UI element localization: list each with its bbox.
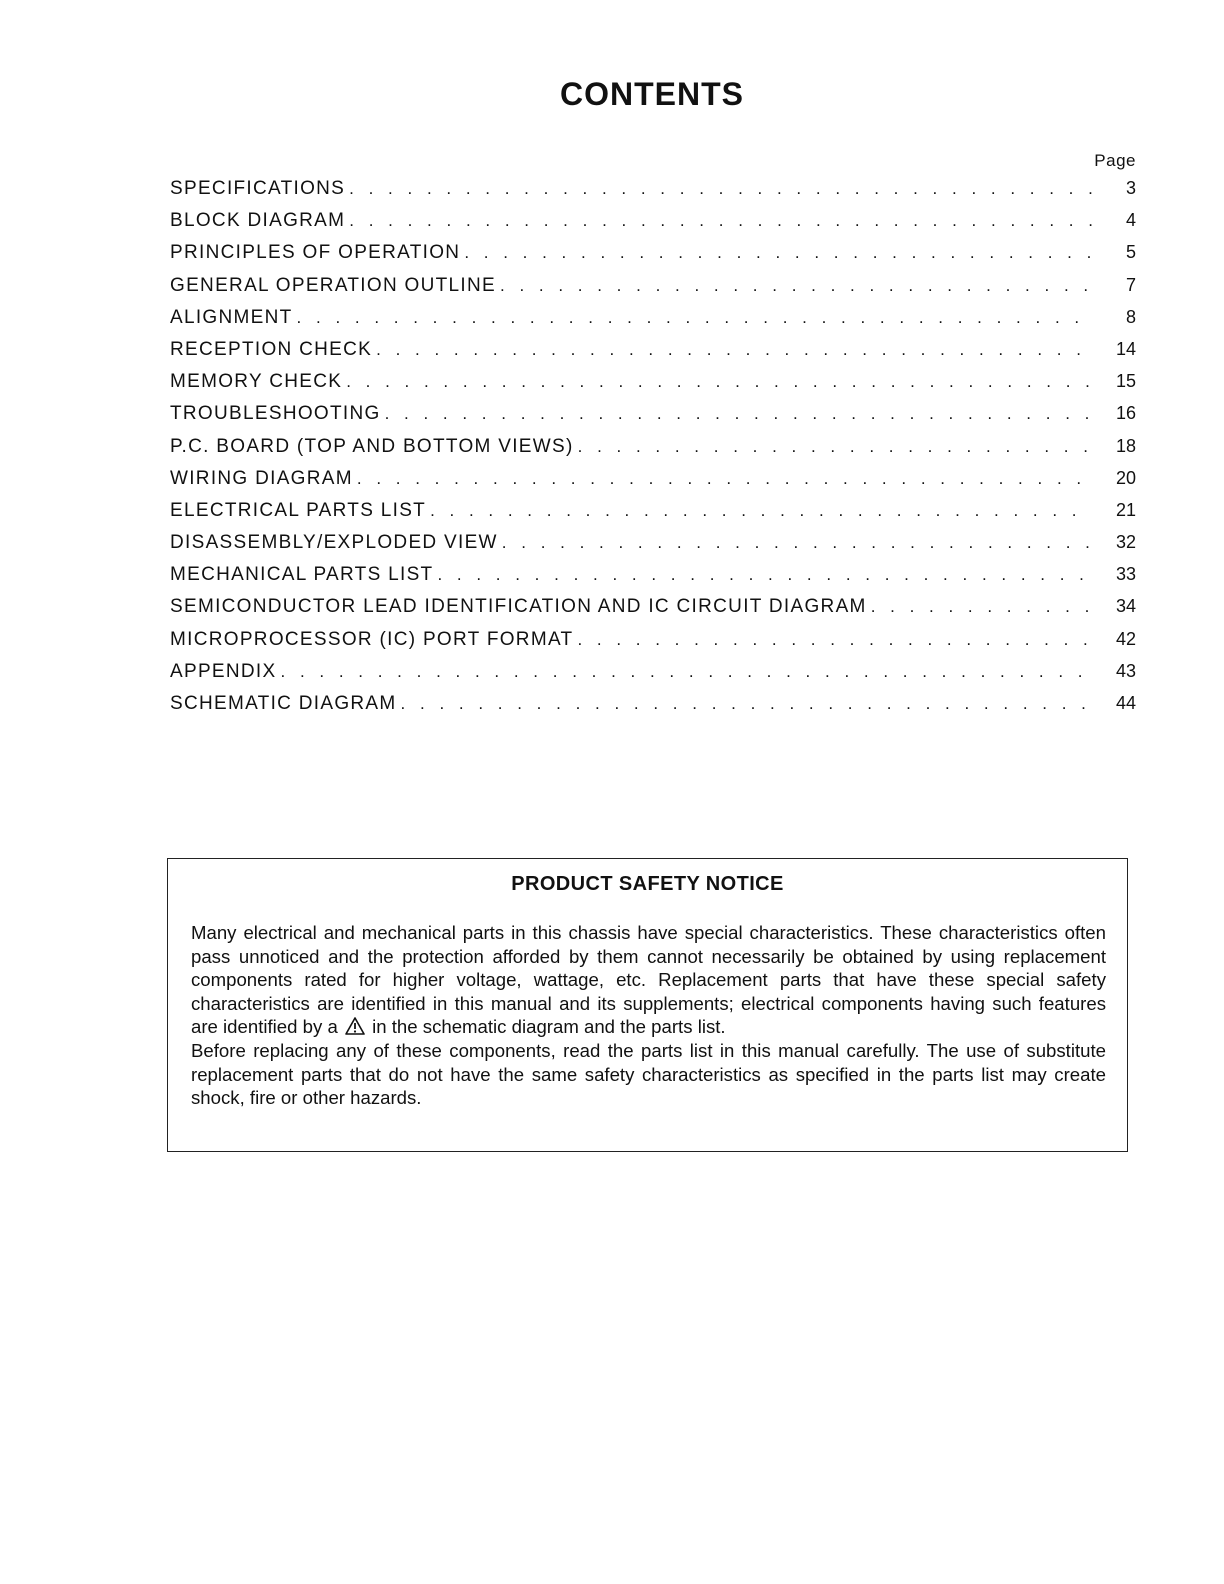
toc-dot-leader [357,469,1092,489]
toc-entry-title: MICROPROCESSOR (IC) PORT FORMAT [170,628,574,650]
toc-entry [170,178,1136,210]
toc-entry-page: 33 [1115,564,1136,585]
toc-dot-leader [297,308,1092,328]
toc-entry [170,210,1136,242]
warning-triangle-icon [345,1017,365,1035]
toc-entry [170,661,1136,693]
toc-entry-title: APPENDIX [170,660,277,682]
toc-entry [170,629,1136,661]
toc-entry-page: 34 [1115,596,1136,617]
toc-dot-leader [346,372,1092,392]
toc-dot-leader [502,533,1092,553]
toc-entry-title: WIRING DIAGRAM [170,467,353,489]
toc-entry [170,564,1136,596]
toc-entry [170,693,1136,725]
toc-dot-leader [281,662,1093,682]
toc-entry-title: SPECIFICATIONS [170,178,346,199]
toc-dot-leader [437,565,1092,585]
toc-entry [170,275,1136,307]
toc-entry-title: PRINCIPLES OF OPERATION [170,242,461,264]
toc-entry-title: SCHEMATIC DIAGRAM [170,693,397,714]
notice-body [191,921,1106,1110]
toc-entry-page: 18 [1115,435,1136,456]
toc-dot-leader [349,211,1092,231]
toc-entry [170,596,1136,628]
notice-paragraph-2: Before replacing any of these components, read the parts list in this manual carefully. The use of substitute replacement parts that do not have the same safety characteristics as specified in the parts list may create shock, fire or other hazards. [191,1039,1106,1109]
toc-list [170,178,1136,725]
toc-entry [170,436,1136,468]
toc-dot-leader [500,276,1092,296]
toc-entry-page: 21 [1115,499,1136,520]
toc-entry-page: 14 [1115,338,1136,359]
toc-dot-leader [349,179,1092,199]
notice-paragraph-1 [191,921,1106,1039]
toc-entry-page: 44 [1115,693,1136,713]
toc-entry-title: MECHANICAL PARTS LIST [170,564,434,586]
toc-entry-page: 4 [1125,210,1136,231]
toc-entry [170,468,1136,500]
toc-entry-page: 5 [1125,242,1136,263]
product-safety-notice [167,858,1128,1152]
toc-entry-page: 32 [1115,532,1136,553]
toc-entry [170,403,1136,435]
toc-entry [170,339,1136,371]
toc-dot-leader [430,501,1092,521]
toc-entry-title: BLOCK DIAGRAM [170,210,346,232]
table-of-contents [170,150,1136,725]
toc-entry-title: TROUBLESHOOTING [170,403,381,425]
toc-entry-title: MEMORY CHECK [170,371,343,393]
toc-entry-page: 15 [1115,371,1136,392]
toc-entry [170,307,1136,339]
toc-entry-page: 42 [1115,628,1136,649]
toc-entry-title: ELECTRICAL PARTS LIST [170,499,427,521]
toc-entry [170,242,1136,274]
toc-entry [170,532,1136,564]
toc-entry-page: 3 [1125,178,1136,198]
toc-entry-page: 43 [1115,660,1136,681]
toc-entry-title: P.C. BOARD (TOP AND BOTTOM VIEWS) [170,435,574,457]
toc-entry-page: 16 [1115,403,1136,424]
toc-dot-leader [385,404,1092,424]
toc-dot-leader [577,630,1092,650]
toc-entry-title: ALIGNMENT [170,306,293,328]
page-title: CONTENTS [560,76,744,112]
toc-entry-page: 20 [1115,467,1136,488]
page-column-label: Page [1094,151,1136,170]
toc-dot-leader [401,694,1092,714]
notice-title: PRODUCT SAFETY NOTICE [511,873,784,895]
toc-entry [170,371,1136,403]
toc-dot-leader [871,597,1092,617]
toc-dot-leader [464,243,1092,263]
toc-entry-page: 7 [1125,274,1136,295]
toc-entry-title: GENERAL OPERATION OUTLINE [170,274,496,296]
notice-text-before-icon: Many electrical and mechanical parts in this chassis have special characteristics. These characteristics often pass unnoticed and the protection afforded by them cannot necessarily be obtained by using replacement components rated for higher voltage, wattage, etc. Replacement parts that have these special safety characteristics are identified in this manual and its supplements; electrical components having such features are identified by a [191,922,1106,1038]
notice-text-after-icon: in the schematic diagram and the parts list. [372,1016,726,1038]
toc-entry-title: RECEPTION CHECK [170,338,373,360]
toc-entry-title: SEMICONDUCTOR LEAD IDENTIFICATION AND IC CIRCUIT DIAGRAM [170,596,867,618]
toc-entry-page: 8 [1125,306,1136,327]
toc-dot-leader [376,340,1092,360]
toc-entry-title: DISASSEMBLY/EXPLODED VIEW [170,532,498,554]
toc-dot-leader [578,437,1092,457]
toc-entry [170,500,1136,532]
